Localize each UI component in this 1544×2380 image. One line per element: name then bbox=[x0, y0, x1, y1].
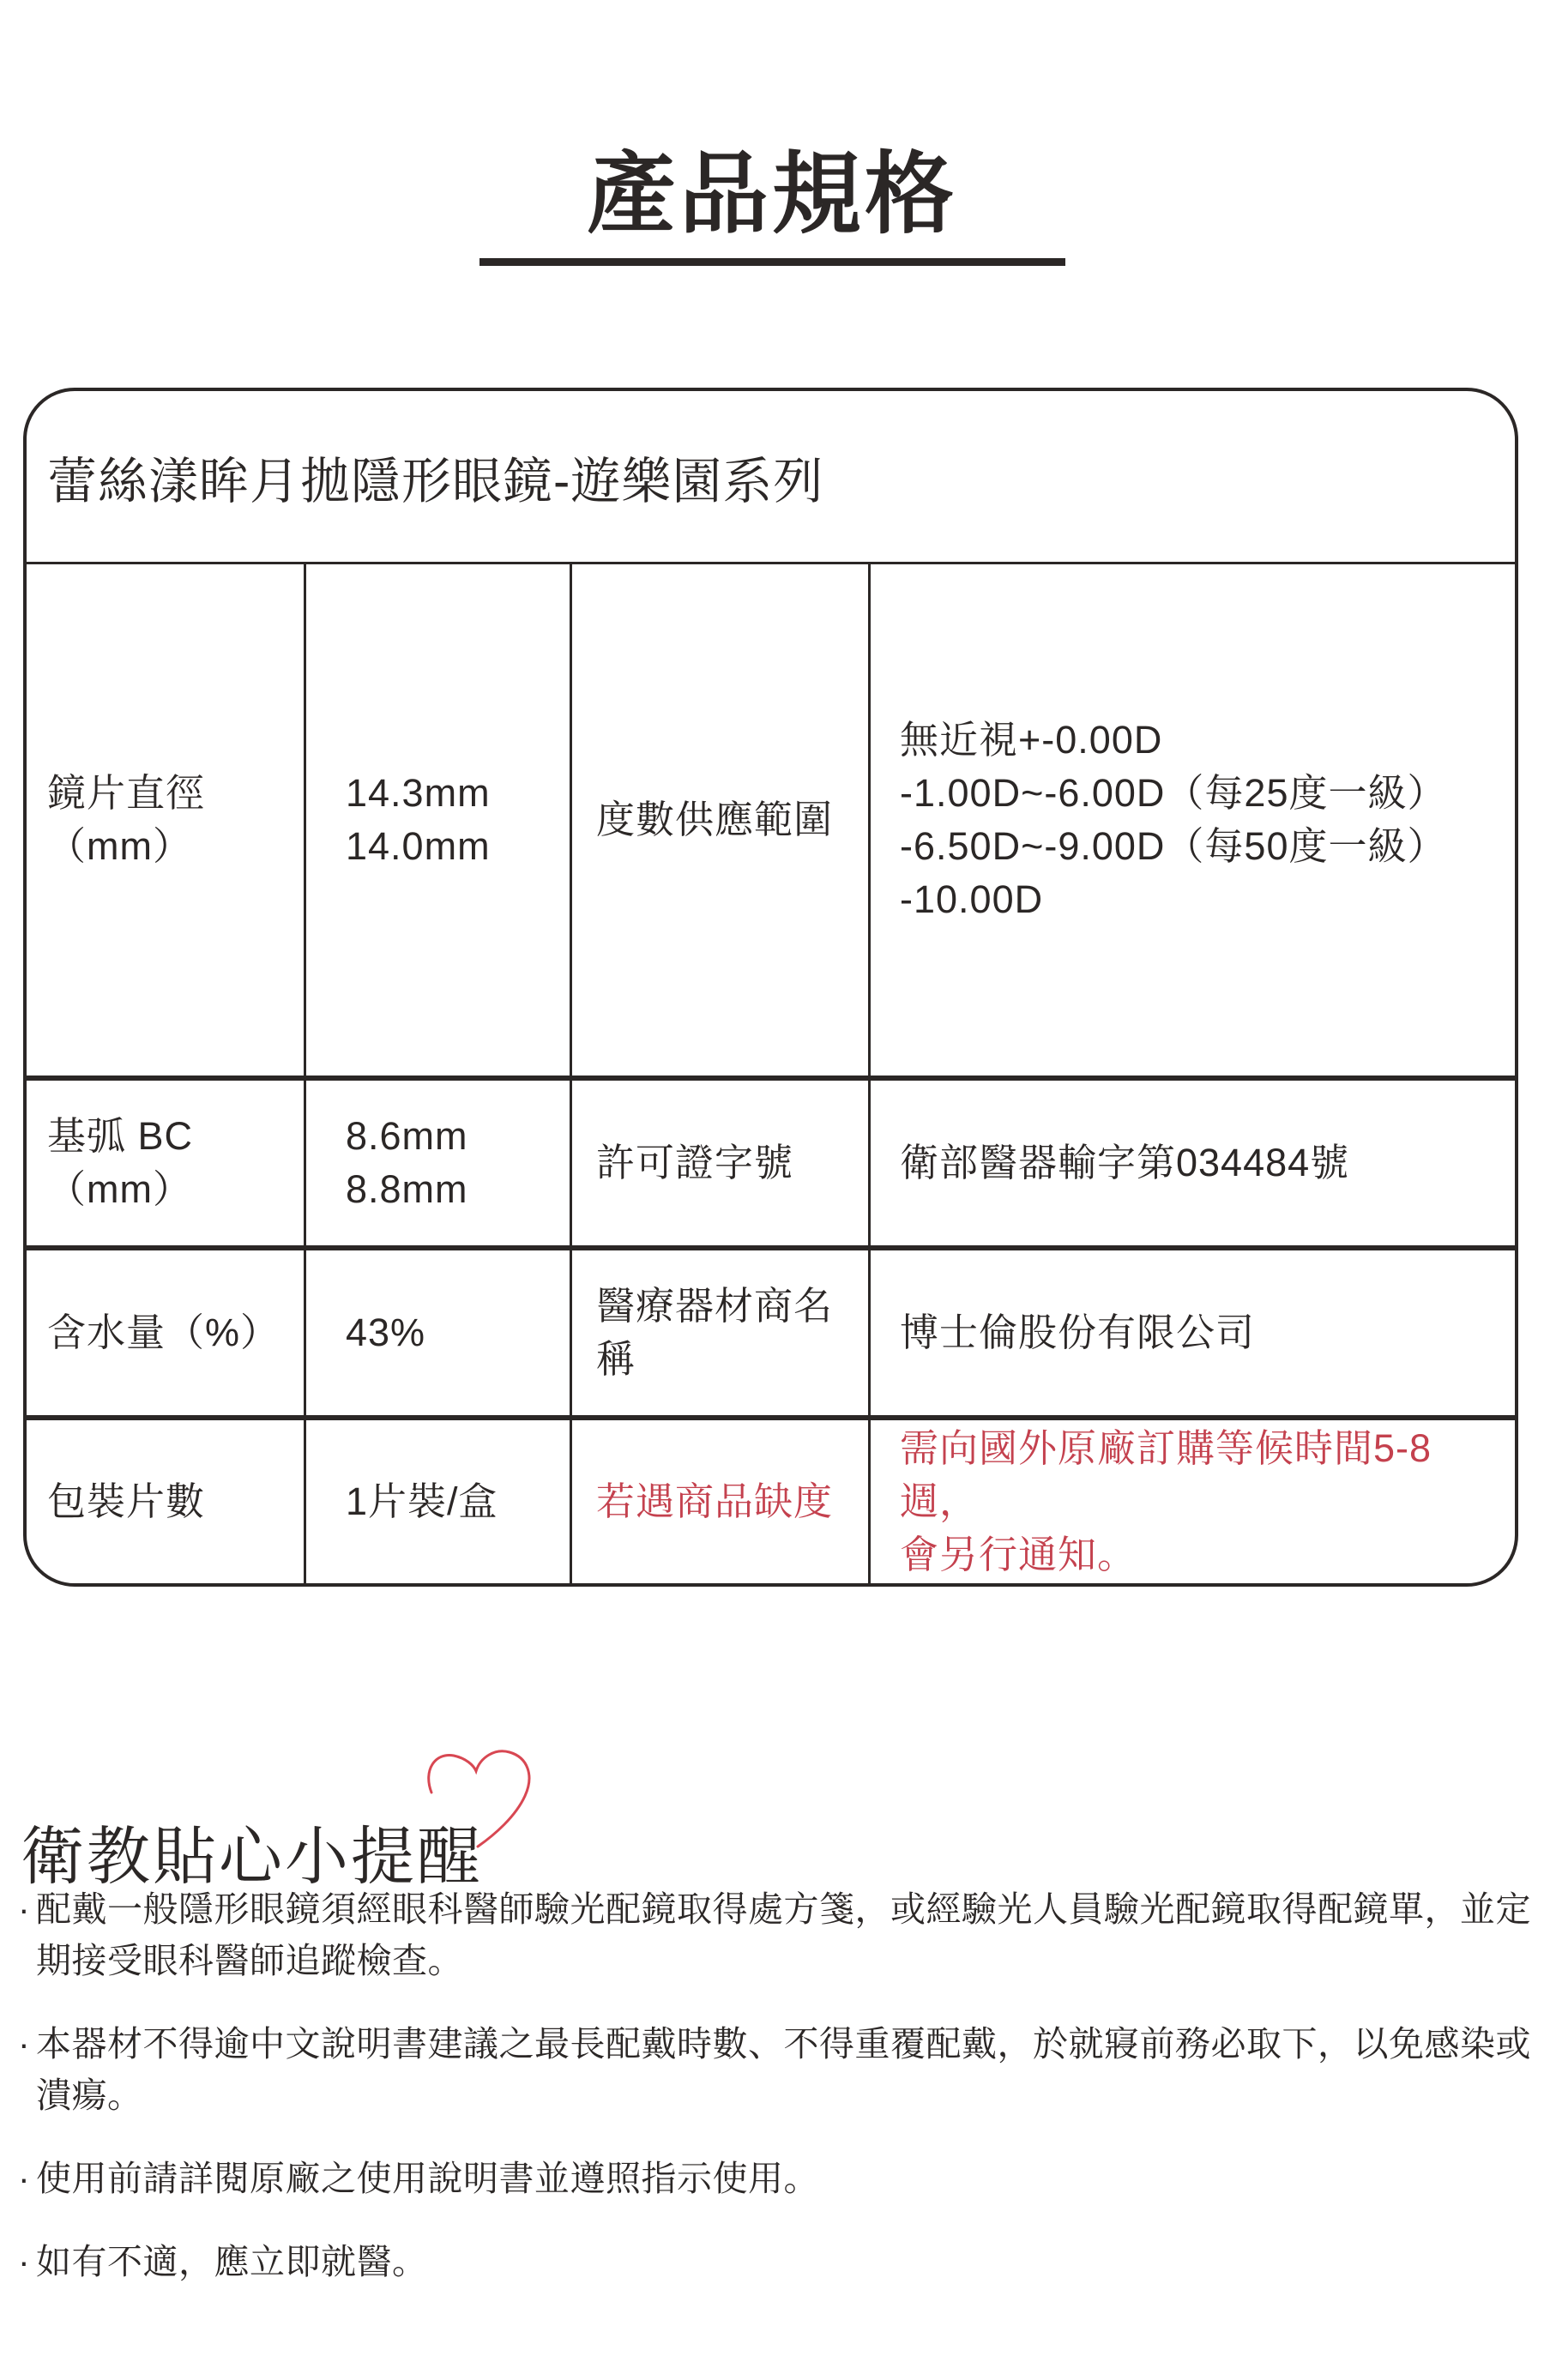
table-row bbox=[27, 1415, 1515, 1583]
row-label-2: 度數供應範圍 bbox=[570, 564, 868, 1076]
row-value bbox=[304, 1420, 570, 1583]
table-row bbox=[27, 1245, 1515, 1415]
table-row bbox=[27, 564, 1515, 1076]
row-label-2: 醫療器材商名稱 bbox=[570, 1250, 868, 1415]
row-label: 鏡片直徑（mm） bbox=[47, 771, 206, 868]
list-item bbox=[17, 2018, 1537, 2121]
row-value-2-highlight bbox=[868, 1420, 1515, 1583]
list-item bbox=[17, 1883, 1537, 1986]
row-value-2 bbox=[868, 1081, 1515, 1245]
row-label: 包裝片數 bbox=[47, 1479, 206, 1523]
title-underline bbox=[479, 258, 1065, 266]
value-line: 43% bbox=[346, 1311, 426, 1354]
value-line: 8.8mm bbox=[346, 1167, 468, 1211]
value-line: 博士倫股份有限公司 bbox=[900, 1311, 1256, 1354]
value-line: 會另行通知。 bbox=[900, 1533, 1137, 1576]
bullet-line: 本器材不得逾中文說明書建議之最長配戴時數、不得重覆配戴，於就寢前務必取下，以免感染或 bbox=[36, 2024, 1531, 2064]
spec-table bbox=[23, 388, 1518, 1587]
bullet-line: 潰瘍。 bbox=[36, 2076, 143, 2115]
bullet-line: 使用前請詳閱原廠之使用說明書並遵照指示使用。 bbox=[36, 2159, 819, 2198]
heart-icon bbox=[419, 1746, 536, 1851]
value-line: 8.6mm bbox=[346, 1114, 468, 1158]
bullet-dot: · bbox=[18, 2159, 30, 2198]
bullet-dot: · bbox=[18, 1889, 30, 1929]
row-value bbox=[304, 1250, 570, 1415]
value-line: 無近視+-0.00D bbox=[900, 718, 1163, 762]
bullet-line: 配戴一般隱形眼鏡須經眼科醫師驗光配鏡取得處方箋，或經驗光人員驗光配鏡取得配鏡單，並定 bbox=[36, 1889, 1531, 1929]
page-title: 產品規格 bbox=[586, 145, 957, 244]
spec-table-title: 蕾絲漾眸月拋隱形眼鏡-遊樂園系列 bbox=[27, 391, 1515, 564]
row-value bbox=[304, 564, 570, 1076]
value-line: 1片裝/盒 bbox=[346, 1479, 498, 1523]
value-line: 衛部醫器輸字第034484號 bbox=[900, 1141, 1350, 1184]
row-label-2: 許可證字號 bbox=[570, 1081, 868, 1245]
value-line: -6.50D~-9.00D（每50度一級） bbox=[900, 824, 1447, 868]
reminder-bullet-list bbox=[17, 1883, 1537, 2319]
bullet-line: 期接受眼科醫師追蹤檢查。 bbox=[36, 1941, 463, 1980]
row-label: 含水量（%） bbox=[47, 1311, 280, 1354]
bullet-dot: · bbox=[18, 2024, 30, 2064]
value-line: 需向國外原廠訂購等候時間5-8週， bbox=[900, 1426, 1432, 1523]
value-line: -10.00D bbox=[900, 877, 1044, 921]
row-value-2 bbox=[868, 1250, 1515, 1415]
bullet-line: 如有不適，應立即就醫。 bbox=[36, 2242, 428, 2281]
bullet-dot: · bbox=[18, 2242, 30, 2281]
value-line: 14.0mm bbox=[346, 824, 491, 868]
value-line: 14.3mm bbox=[346, 771, 491, 815]
row-value-2 bbox=[868, 564, 1515, 1076]
table-row bbox=[27, 1076, 1515, 1245]
reminder-section-title: 衛教貼心小提醒 bbox=[21, 1821, 483, 1892]
value-line: -1.00D~-6.00D（每25度一級） bbox=[900, 771, 1447, 815]
row-value bbox=[304, 1081, 570, 1245]
row-label-2-highlight: 若遇商品缺度 bbox=[570, 1420, 868, 1583]
list-item bbox=[17, 2153, 1537, 2204]
row-label: 基弧 BC（mm） bbox=[47, 1114, 194, 1211]
list-item bbox=[17, 2236, 1537, 2287]
